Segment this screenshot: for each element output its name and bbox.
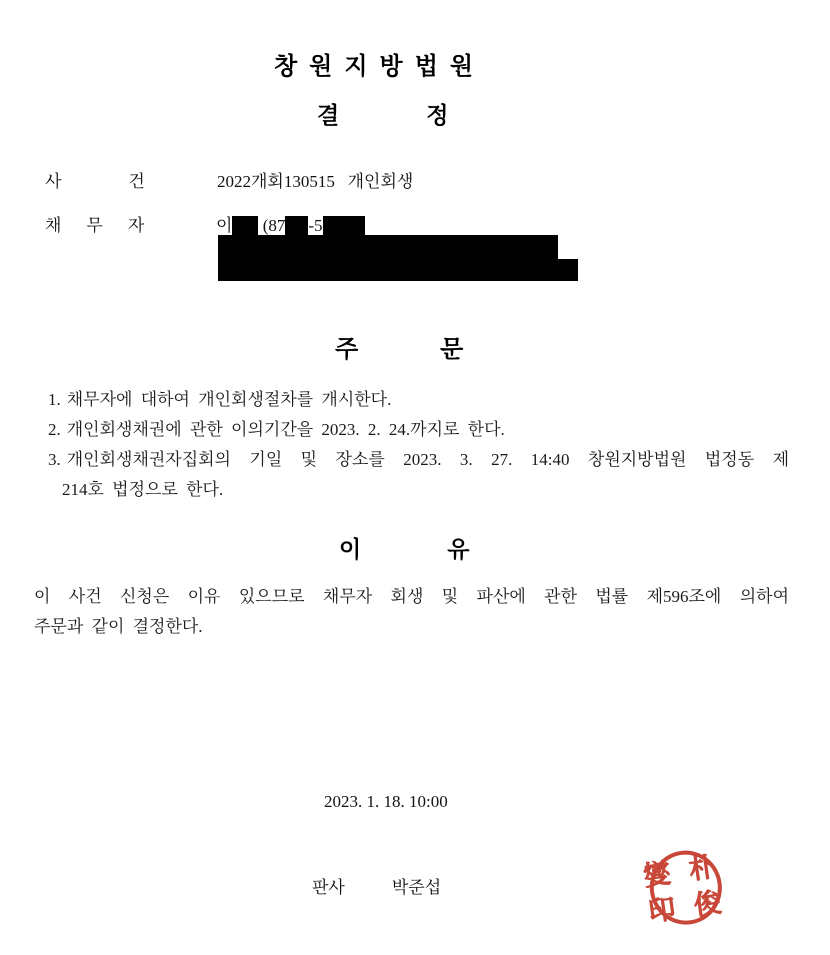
document-type-heading: 결정 bbox=[317, 103, 536, 129]
order-item-text: 개인회생채권에 관한 이의기간을 2023. 2. 24.까지로 한다. bbox=[66, 420, 505, 439]
order-item-1 bbox=[48, 385, 789, 415]
seal-char-bottom-left: 印 bbox=[646, 892, 678, 928]
debtor-name-visible: 이 bbox=[216, 216, 233, 235]
decision-datetime: 2023. 1. 18. 10:00 bbox=[324, 792, 448, 811]
seal-char-top-left: 燮 bbox=[641, 857, 673, 892]
order-item-number: 1. bbox=[48, 390, 61, 409]
redaction-bar-address-line-2 bbox=[218, 259, 578, 281]
order-item-text: 개인회생채권자집회의 기일 및 장소를 2023. 3. 27. 14:40 창원지방법원 법정동 제 bbox=[66, 450, 789, 469]
order-section-heading: 주문 bbox=[335, 335, 546, 363]
reason-paragraph bbox=[34, 582, 789, 642]
case-number: 2022개회130515 개인회생 bbox=[217, 172, 414, 191]
order-item-list bbox=[48, 385, 789, 505]
redaction-box-name bbox=[232, 216, 258, 235]
judge-name: 박준섭 bbox=[391, 878, 442, 897]
seal-char-bottom-right: 俊 bbox=[691, 886, 723, 921]
redaction-box-id-back bbox=[323, 216, 365, 235]
judge-label: 판사 bbox=[312, 878, 345, 897]
reason-section-heading: 이유 bbox=[339, 537, 556, 563]
debtor-value-line bbox=[216, 211, 365, 236]
judge-signature-row bbox=[312, 873, 441, 898]
order-item-text: 214호 법정으로 한다. bbox=[62, 480, 224, 499]
order-item-3 bbox=[48, 445, 789, 475]
reason-line-1: 이 사건 신청은 이유 있으므로 채무자 회생 및 파산에 관한 법률 제596조에 의하여 bbox=[34, 587, 789, 606]
debtor-id-visible-1: (87 bbox=[258, 216, 286, 235]
redaction-bar-address-line-1 bbox=[218, 235, 558, 259]
order-item-2 bbox=[48, 415, 789, 445]
debtor-label: 채무자 bbox=[45, 216, 170, 235]
seal-hanja-grid bbox=[631, 847, 732, 931]
order-item-3-continuation bbox=[62, 475, 789, 505]
order-item-number: 2. bbox=[48, 420, 61, 439]
redaction-box-id-front bbox=[285, 216, 308, 235]
court-title: 창원지방법원 bbox=[274, 52, 486, 80]
case-label: 사건 bbox=[45, 172, 212, 191]
judge-seal bbox=[628, 837, 738, 942]
debtor-id-visible-2: -5 bbox=[308, 216, 323, 235]
order-item-number: 3. bbox=[48, 450, 61, 469]
order-item-text: 채무자에 대하여 개인회생절차를 개시한다. bbox=[66, 390, 392, 409]
reason-line-2: 주문과 같이 결정한다. bbox=[34, 617, 203, 636]
seal-char-top-right: 朴 bbox=[686, 850, 718, 886]
